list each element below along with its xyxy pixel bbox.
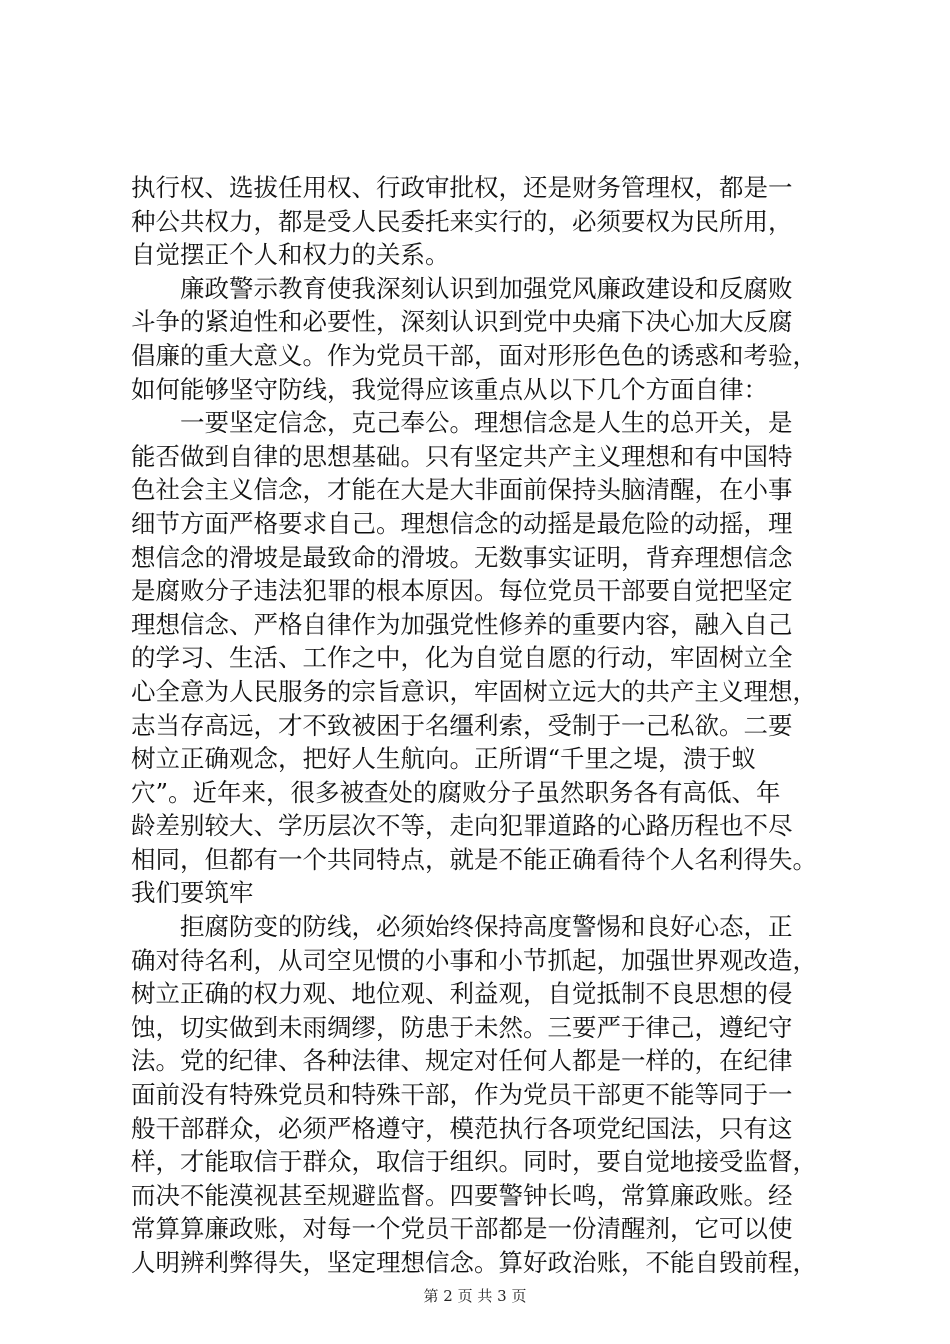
text-line: 的学习、生活、工作之中，化为自觉自愿的行动，牢固树立全 <box>131 643 793 673</box>
text-line: 自觉摆正个人和权力的关系。 <box>131 240 450 270</box>
text-line: 种公共权力，都是受人民委托来实行的，必须要权为民所用， <box>131 206 793 236</box>
document-body <box>131 171 831 1280</box>
text-line: 倡廉的重大意义。作为党员干部，面对形形色色的诱惑和考验， <box>131 340 817 370</box>
page-number-label: 第 2 页 共 3 页 <box>423 1287 527 1305</box>
text-line: 而决不能漠视甚至规避监督。四要警钟长鸣，常算廉政账。经 <box>131 1180 793 1210</box>
text-line: 相同，但都有一个共同特点，就是不能正确看待个人名利得失。 <box>131 844 817 874</box>
text-line: 穴”。近年来，很多被查处的腐败分子虽然职务各有高低、年 <box>131 777 781 807</box>
text-line: 想信念的滑坡是最致命的滑坡。无数事实证明，背弃理想信念 <box>131 542 793 572</box>
text-line: 心全意为人民服务的宗旨意识，牢固树立远大的共产主义理想， <box>131 676 817 706</box>
text-line: 确对待名利，从司空见惯的小事和小节抓起，加强世界观改造， <box>131 945 817 975</box>
paragraph-start-line: 一要坚定信念，克己奉公。理想信念是人生的总开关，是 <box>180 408 793 438</box>
text-line: 是腐败分子违法犯罪的根本原因。每位党员干部要自觉把坚定 <box>131 576 793 606</box>
paragraph-start-line: 廉政警示教育使我深刻认识到加强党风廉政建设和反腐败 <box>180 273 793 303</box>
paragraph-start-line: 拒腐防变的防线，必须始终保持高度警惕和良好心态，正 <box>180 912 793 942</box>
text-line: 细节方面严格要求自己。理想信念的动摇是最危险的动摇，理 <box>131 508 793 538</box>
text-line: 我们要筑牢 <box>131 878 254 908</box>
text-line: 面前没有特殊党员和特殊干部，作为党员干部更不能等同于一 <box>131 1080 793 1110</box>
text-line: 如何能够坚守防线，我觉得应该重点从以下几个方面自律： <box>131 374 768 404</box>
text-line: 志当存高远，才不致被困于名缰利索，受制于一己私欲。二要 <box>131 710 793 740</box>
text-line: 蚀，切实做到未雨绸缪，防患于未然。三要严于律己，遵纪守 <box>131 1012 793 1042</box>
text-line: 理想信念、严格自律作为加强党性修养的重要内容，融入自己 <box>131 609 793 639</box>
text-line: 常算算廉政账，对每一个党员干部都是一份清醒剂，它可以使 <box>131 1214 793 1244</box>
text-line: 般干部群众，必须严格遵守，模范执行各项党纪国法，只有这 <box>131 1113 793 1143</box>
text-line: 法。党的纪律、各种法律、规定对任何人都是一样的，在纪律 <box>131 1046 793 1076</box>
text-line: 树立正确观念，把好人生航向。正所谓“千里之堤，溃于蚁 <box>131 744 757 774</box>
page-footer <box>0 1286 950 1306</box>
text-line: 执行权、选拔任用权、行政审批权，还是财务管理权，都是一 <box>131 173 793 202</box>
text-line: 能否做到自律的思想基础。只有坚定共产主义理想和有中国特 <box>131 441 793 471</box>
text-line: 色社会主义信念，才能在大是大非面前保持头脑清醒，在小事 <box>131 475 793 505</box>
text-line: 人明辨利弊得失，坚定理想信念。算好政治账，不能自毁前程， <box>131 1248 817 1277</box>
text-line: 斗争的紧迫性和必要性，深刻认识到党中央痛下决心加大反腐 <box>131 307 793 337</box>
text-line: 样，才能取信于群众，取信于组织。同时，要自觉地接受监督， <box>131 1147 817 1177</box>
text-line: 树立正确的权力观、地位观、利益观，自觉抵制不良思想的侵 <box>131 979 793 1009</box>
text-line: 龄差别较大、学历层次不等，走向犯罪道路的心路历程也不尽 <box>131 811 793 841</box>
